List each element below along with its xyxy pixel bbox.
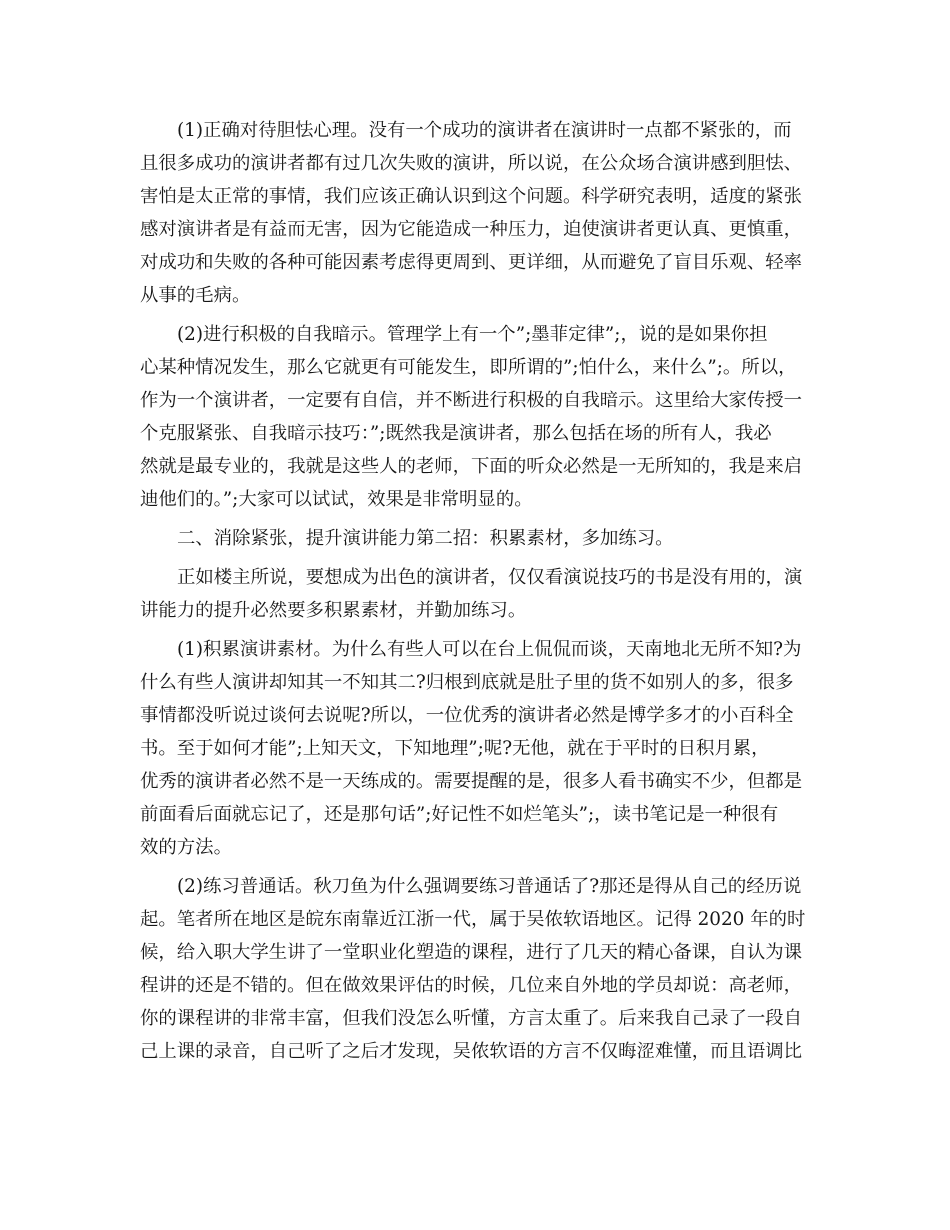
paragraph-first-line: (2)进行积极的自我暗示。管理学上有一个”;墨菲定律”;，说的是如果你担 bbox=[177, 324, 768, 345]
paragraph-line: 然就是最专业的，我就是这些人的老师，下面的听众必然是一无所知的，我是来启 bbox=[140, 456, 803, 477]
paragraph-line: 害怕是太正常的事情，我们应该正确认识到这个问题。科学研究表明，适度的紧张 bbox=[140, 186, 803, 207]
paragraph-line: 起。笔者所在地区是皖东南靠近江浙一代，属于吴侬软语地区。记得 2020 年的时 bbox=[140, 909, 806, 930]
paragraph-line: 迪他们的。”;大家可以试试，效果是非常明显的。 bbox=[140, 489, 533, 510]
paragraph-line: 讲能力的提升必然要多积累素材，并勤加练习。 bbox=[140, 600, 527, 621]
paragraph-first-line: 二、消除紧张，提升演讲能力第二招：积累素材，多加练习。 bbox=[177, 528, 674, 549]
paragraph bbox=[140, 114, 820, 312]
paragraph-line: 感对演讲者是有益而无害，因为它能造成一种压力，迫使演讲者更认真、更慎重， bbox=[140, 219, 803, 240]
paragraph-first-line: (2)练习普通话。秋刀鱼为什么强调要练习普通话了?那还是得从自己的经历说 bbox=[177, 876, 802, 897]
paragraph-line: 候，给入职大学生讲了一堂职业化塑造的课程，进行了几天的精心备课，自认为课 bbox=[140, 942, 803, 963]
paragraph-first-line: 正如楼主所说，要想成为出色的演讲者，仅仅看演说技巧的书是没有用的，演 bbox=[177, 567, 803, 588]
paragraph bbox=[140, 318, 820, 516]
paragraph-line: 心某种情况发生，那么它就更有可能发生，即所谓的”;怕什么，来什么”;。所以， bbox=[140, 357, 797, 378]
paragraph-line: 从事的毛病。 bbox=[140, 285, 251, 306]
paragraph-line: 作为一个演讲者，一定要有自信，并不断进行积极的自我暗示。这里给大家传授一 bbox=[140, 390, 803, 411]
paragraph-first-line: (1)正确对待胆怯心理。没有一个成功的演讲者在演讲时一点都不紧张的，而 bbox=[177, 120, 792, 141]
paragraph-line: 且很多成功的演讲者都有过几次失败的演讲，所以说，在公众场合演讲感到胆怯、 bbox=[140, 153, 803, 174]
paragraph bbox=[140, 870, 820, 1068]
paragraph-line: 什么有些人演讲却知其一不知其二?归根到底就是肚子里的货不如别人的多，很多 bbox=[140, 672, 794, 693]
paragraph-line: 对成功和失败的各种可能因素考虑得更周到、更详细，从而避免了盲目乐观、轻率 bbox=[140, 252, 803, 273]
paragraph-line: 个克服紧张、自我暗示技巧：”;既然我是演讲者，那么包括在场的所有人，我必 bbox=[140, 423, 772, 444]
document-body bbox=[140, 114, 820, 1074]
paragraph-line: 己上课的录音，自己听了之后才发现，吴侬软语的方言不仅晦涩难懂，而且语调比 bbox=[140, 1041, 803, 1062]
paragraph-line: 效的方法。 bbox=[140, 837, 232, 858]
paragraph-line: 优秀的演讲者必然不是一天练成的。需要提醒的是，很多人看书确实不少，但都是 bbox=[140, 771, 803, 792]
paragraph bbox=[140, 633, 820, 864]
paragraph-line: 你的课程讲的非常丰富，但我们没怎么听懂，方言太重了。后来我自己录了一段自 bbox=[140, 1008, 803, 1029]
paragraph-line: 书。至于如何才能”;上知天文，下知地理”;呢?无他，就在于平时的日积月累， bbox=[140, 738, 770, 759]
paragraph-line: 事情都没听说过谈何去说呢?所以，一位优秀的演讲者必然是博学多才的小百科全 bbox=[140, 705, 794, 726]
paragraph bbox=[140, 561, 820, 627]
paragraph-line: 程讲的还是不错的。但在做效果评估的时候，几位来自外地的学员却说：高老师， bbox=[140, 975, 803, 996]
paragraph-first-line: (1)积累演讲素材。为什么有些人可以在台上侃侃而谈，天南地北无所不知?为 bbox=[177, 639, 802, 660]
paragraph-line: 前面看后面就忘记了，还是那句话”;好记性不如烂笔头”;，读书笔记是一种很有 bbox=[140, 804, 779, 825]
paragraph bbox=[140, 522, 820, 555]
